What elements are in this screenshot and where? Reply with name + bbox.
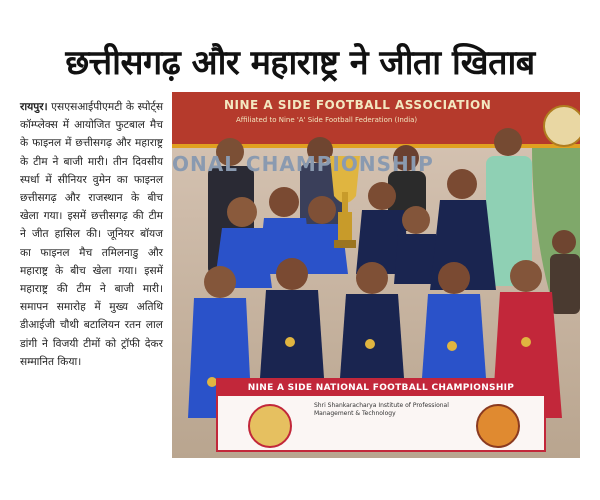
top-banner-subtitle: Affiliated to Nine 'A' Side Football Federation (India)	[236, 116, 418, 124]
backdrop-text: ONAL CHAMPIONSHIP	[172, 152, 434, 176]
seal-right-icon	[476, 404, 520, 448]
championship-banner-org: Shri Shankaracharya Institute of Professional Management & Technology	[314, 402, 449, 417]
championship-banner	[216, 378, 546, 452]
article-body	[20, 98, 163, 371]
article-dateline: रायपुर।	[20, 101, 48, 113]
article-text: एसएसआईपीएमटी के स्पोर्ट्स कॉम्प्लेक्स में आयोजित फुटबाल मैच के फाइनल में छत्तीसगढ़ और महाराष्ट्र के टीम ने बाजी मारी। तीन दिवसीय स्पर्धा में सीनियर वुमेन का फाइनल छत्तीसगढ़ और राजस्थान के बीच खेला गया। इसमें छत्तीसगढ़ की टीम ने जीत हासिल की। जूनियर बॉयज का फाइनल मैच तमिलनाडु और महाराष्ट्र के बीच खेला गया। इसमें महाराष्ट्र की टीम ने बाजी मारी। समापन समारोह में मुख्य अतिथि डीआईजी चौथी बटालियन रतन लाल डांगी ने विजयी टीमों को ट्रॉफी देकर सम्मानित किया।	[20, 101, 163, 368]
association-logo	[544, 106, 580, 146]
seal-left-icon	[248, 404, 292, 448]
championship-banner-title: NINE A SIDE NATIONAL FOOTBALL CHAMPIONSHIP	[218, 380, 544, 396]
headline: छत्तीसगढ़ और महाराष्ट्र ने जीता खिताब	[65, 43, 535, 83]
top-banner-title: NINE A SIDE FOOTBALL ASSOCIATION	[224, 98, 492, 112]
team-photo	[172, 92, 580, 458]
